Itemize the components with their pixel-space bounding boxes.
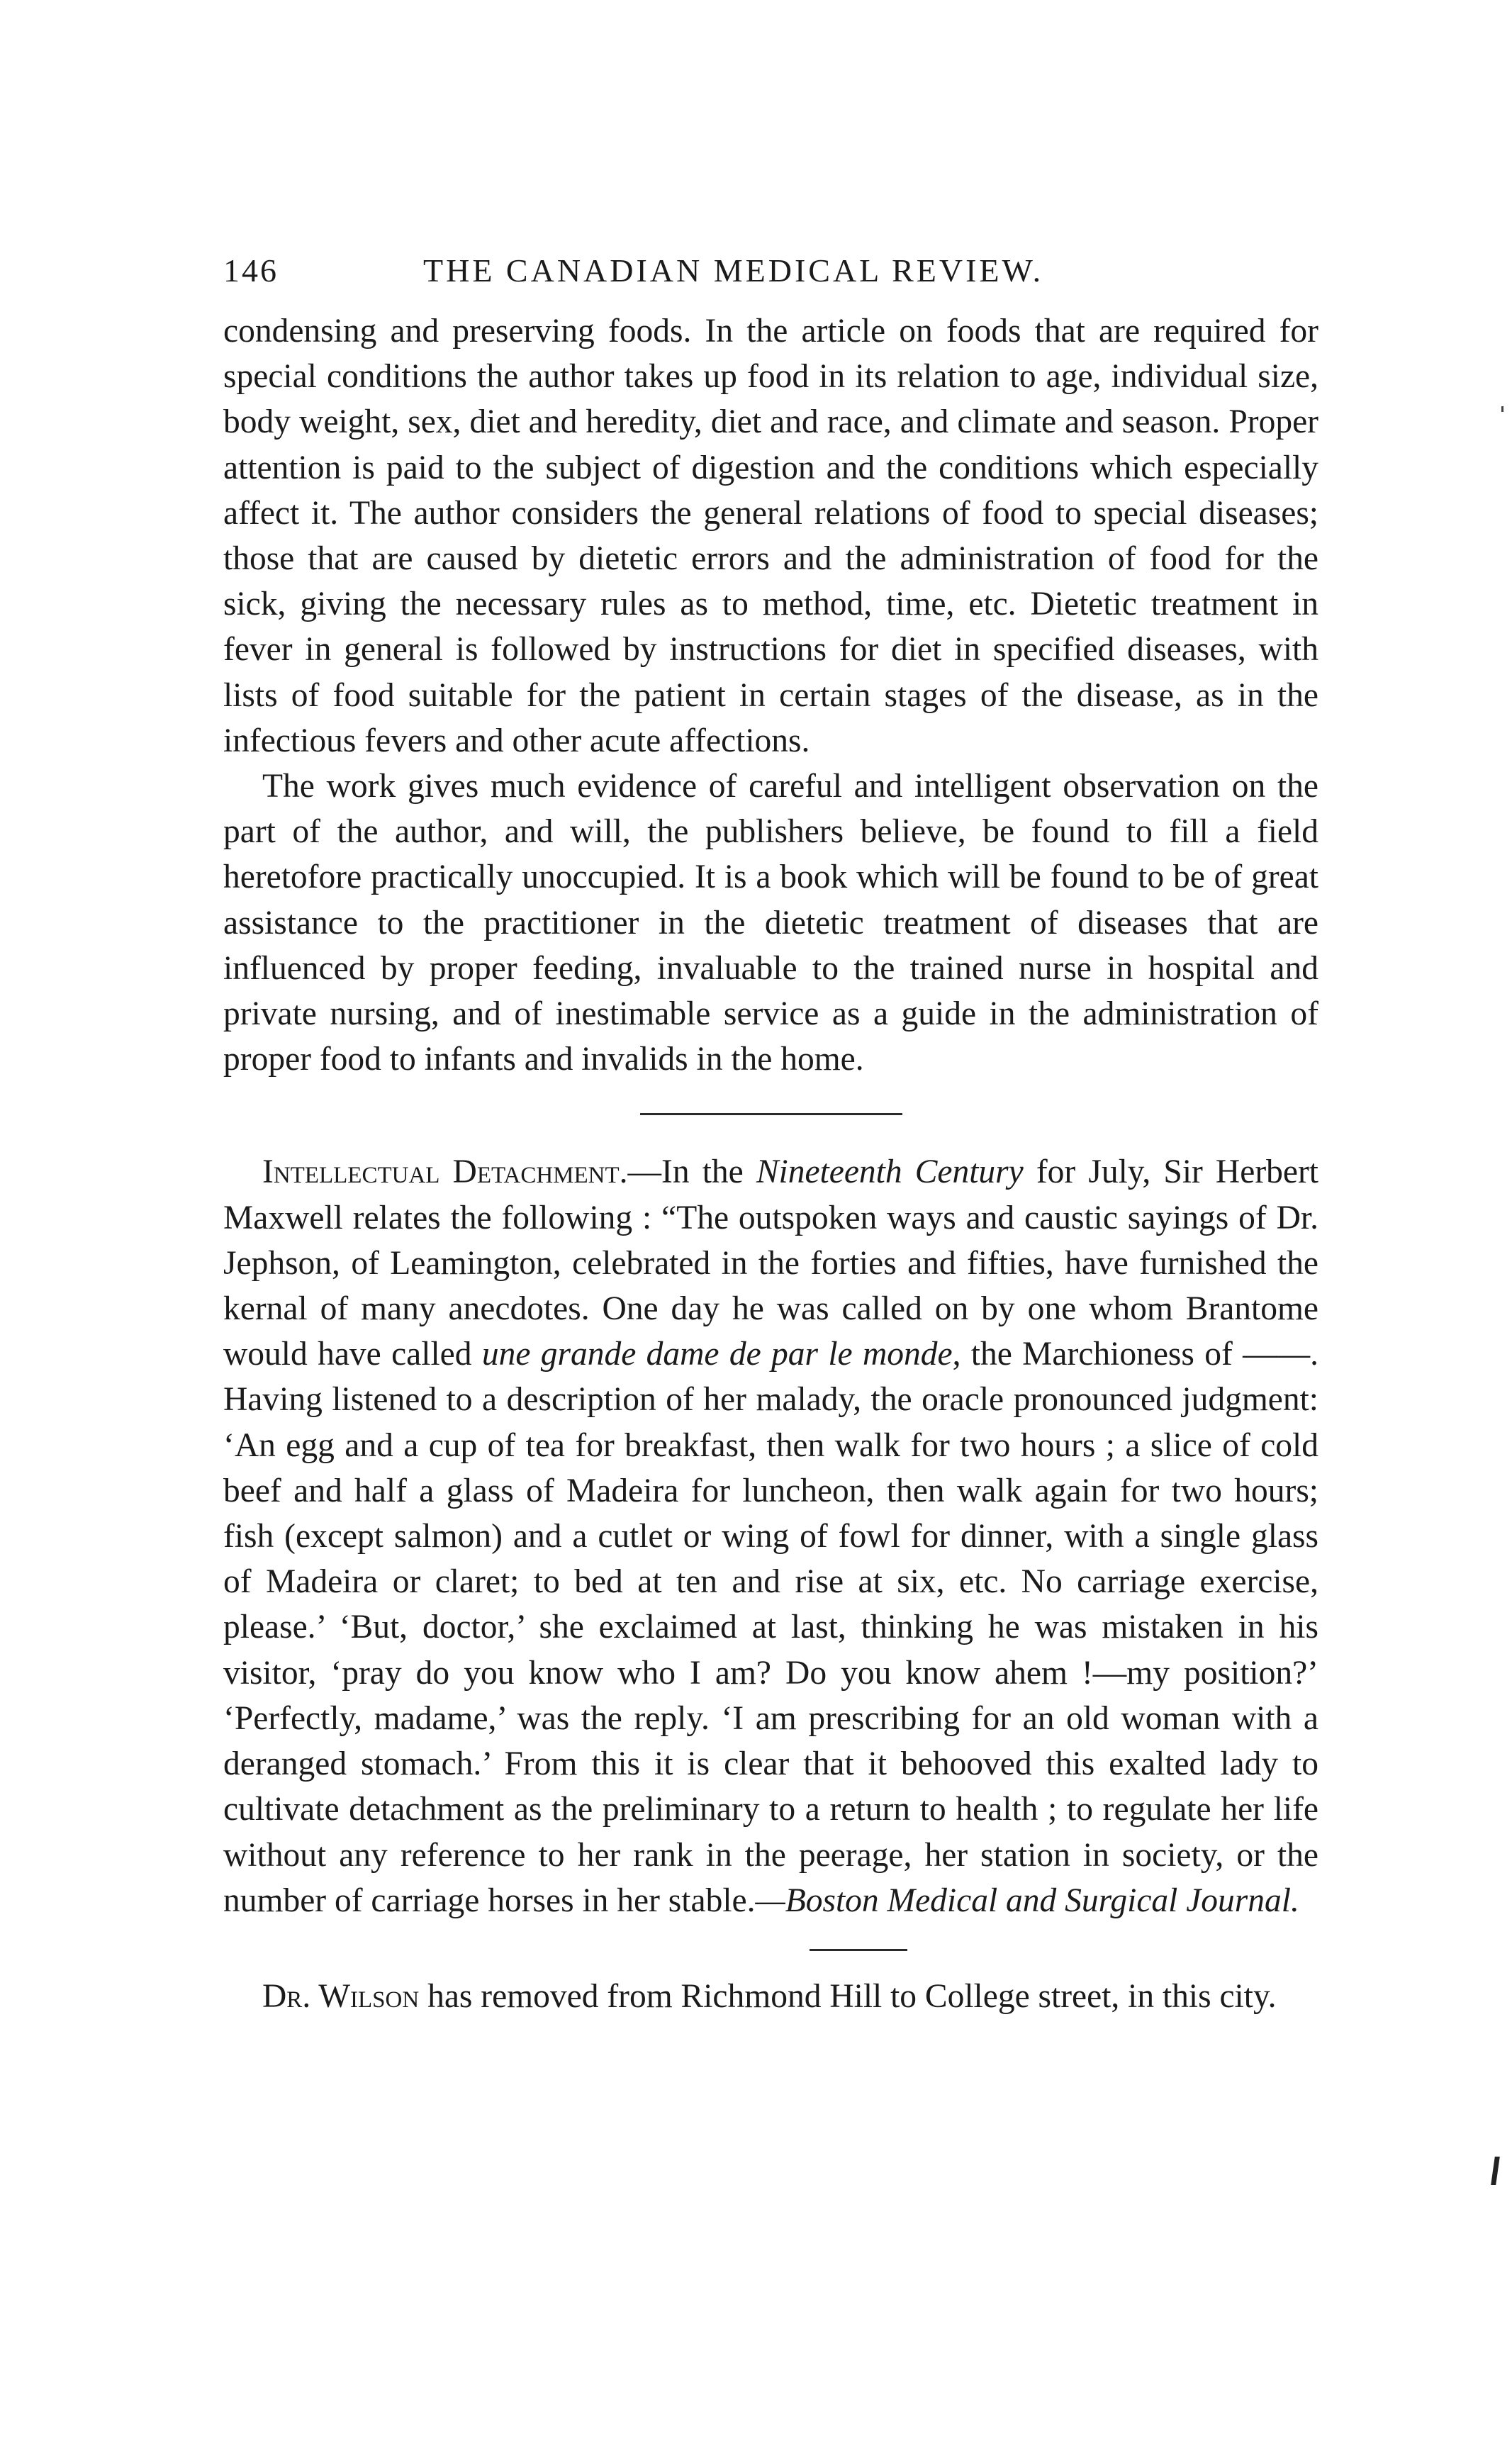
notice-paragraph xyxy=(223,1974,1318,2019)
article-source: —Boston Medical and Surgical Journal. xyxy=(755,1882,1299,1919)
review-paragraph: The work gives much evidence of careful and intelligent observation on the part of the author, and will, the publishers believe, be found to fill a field heretofore practically unoccupied. It is a book which will be found to be of great assistance to the practitioner in the dietetic treatment of diseases that are influenced by proper feeding, invaluable to the trained nurse in hospital and private nursing, and of inestimable service as a guide in the administration of proper food to infants and invalids in the home. xyxy=(223,768,1318,1078)
review-paragraph: condensing and preserving foods. In the article on foods that are required for special conditions the author takes up food in its relation to age, individual size, body weight, sex, diet and heredity, diet and race, and climate and season. Proper attention is paid to the subject of digestion and the conditions which especially affect it. The author considers the general relations of food to special diseases; those that are caused by dietetic errors and the administration of food for the sick, giving the necessary rules as to method, time, etc. Dietetic treatment in fever in general is followed by instructions for diet in specified diseases, with lists of food suitable for the patient in certain stages of the disease, as in the infectious fevers and other acute affections. xyxy=(223,313,1318,759)
article-intro: for July, Sir Herbert Maxwell relates the following : “The outspoken ways and caustic sayings of Dr. Jephson, of Leamington, celebrated in the forties and fifties, have furnished the kernal of many anecdotes. One day he was called on by one whom Brantome would have called xyxy=(223,1153,1318,1373)
french-phrase: une grande dame de par le monde xyxy=(481,1336,953,1373)
running-head xyxy=(223,252,1318,308)
article-body: , the Marchioness of ——. Having listened to a description of her malady, the oracle pronounced judgment: ‘An egg and a cup of tea for breakfast, then walk for two hours ; a slice of cold beef and half a glass of Madeira for luncheon, then walk again for two hours; fish (except salmon) and a cutlet or wing of fowl for dinner, with a single glass of Madeira or claret; to bed at ten and rise at six, etc. No carriage exercise, please.’ ‘But, doctor,’ she exclaimed at last, thinking he was mistaken in his visitor, ‘pray do you know who I am? Do you know ahem !—my position?’ ‘Perfectly, madame,’ was the reply. ‘I am prescribing for an old woman with a deranged stomach.’ From this it is clear that it behooved this exalted lady to cultivate detachment as the preliminary to a return to health ; to regulate her life without any reference to her rank in the peerage, her station in society, or the number of carriage horses in her stable. xyxy=(223,1336,1318,1919)
periodical-title: Nineteenth Century xyxy=(756,1153,1024,1191)
journal-title: THE CANADIAN MEDICAL REVIEW. xyxy=(423,252,1044,289)
article-heading: Intellectual Detachment. xyxy=(262,1153,628,1191)
margin-mark xyxy=(1491,2157,1500,2185)
section-divider xyxy=(640,1113,902,1115)
notice-text: has removed from Richmond Hill to College street, in this city. xyxy=(419,1977,1277,2015)
margin-mark xyxy=(1501,406,1503,412)
page xyxy=(223,252,1318,2019)
page-number: 146 xyxy=(223,252,279,289)
section-divider xyxy=(810,1949,907,1951)
notice-name: Dr. Wilson xyxy=(262,1977,420,2015)
article-paragraph xyxy=(223,1149,1318,1923)
article-intro: —In the xyxy=(627,1153,756,1191)
